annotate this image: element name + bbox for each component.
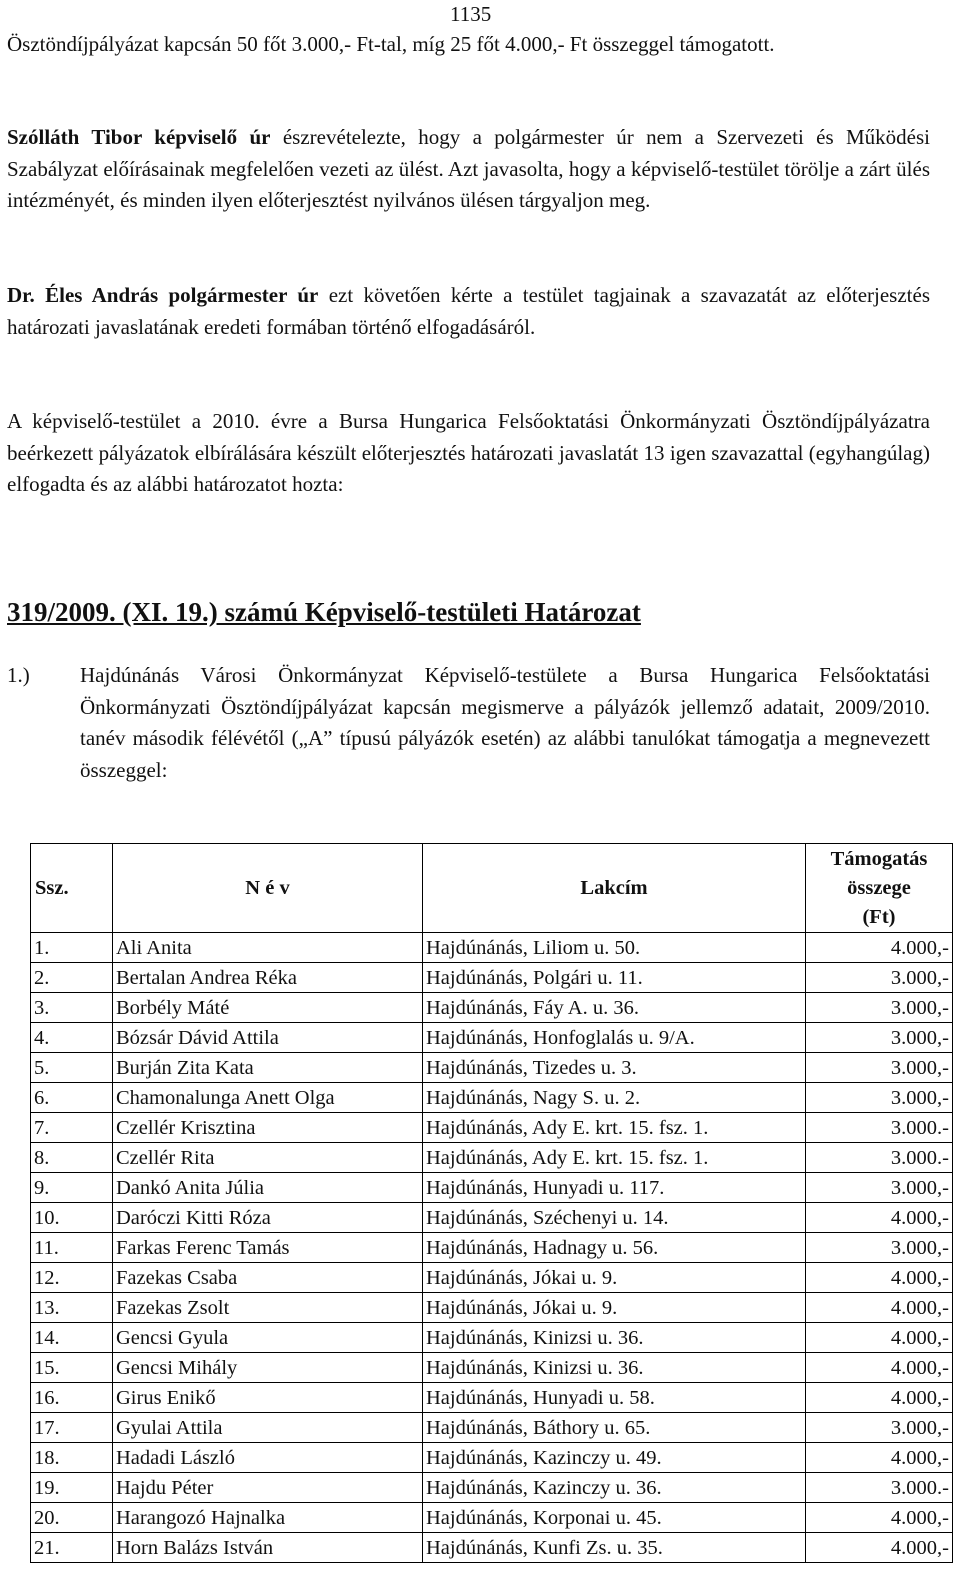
cell-ssz: 9. — [31, 1173, 113, 1203]
table-row — [31, 1413, 953, 1443]
cell-name: Farkas Ferenc Tamás — [113, 1233, 423, 1263]
cell-address: Hajdúnánás, Hunyadi u. 58. — [423, 1383, 806, 1413]
table-row — [31, 1443, 953, 1473]
cell-amount: 3.000,- — [806, 993, 953, 1023]
cell-amount: 4.000,- — [806, 1443, 953, 1473]
cell-address: Hajdúnánás, Kinizsi u. 36. — [423, 1323, 806, 1353]
header-amount-line: Támogatás — [830, 847, 928, 870]
cell-name: Harangozó Hajnalka — [113, 1503, 423, 1533]
cell-ssz: 17. — [31, 1413, 113, 1443]
cell-ssz: 12. — [31, 1263, 113, 1293]
cell-ssz: 10. — [31, 1203, 113, 1233]
paragraph-intro: Ösztöndíjpályázat kapcsán 50 főt 3.000,- Ft-tal, míg 25 főt 4.000,- Ft összeggel támogatott. — [7, 32, 775, 56]
cell-amount: 4.000,- — [806, 1503, 953, 1533]
cell-address: Hajdúnánás, Korponai u. 45. — [423, 1503, 806, 1533]
cell-address: Hajdúnánás, Polgári u. 11. — [423, 963, 806, 993]
table-row — [31, 1353, 953, 1383]
header-amount-line: (Ft) — [862, 905, 896, 928]
cell-amount: 3.000,- — [806, 1023, 953, 1053]
table-row — [31, 1383, 953, 1413]
paragraph-text: ezt követően kérte a testület tagjainak a szavazatát az előterjesztés határozati javaslatának eredeti formában történő elfogadásáról. — [7, 283, 931, 339]
cell-amount: 3.000.- — [806, 1143, 953, 1173]
cell-name: Fazekas Zsolt — [113, 1293, 423, 1323]
table-row — [31, 1083, 953, 1113]
cell-address: Hajdúnánás, Hadnagy u. 56. — [423, 1233, 806, 1263]
header-address: Lakcím — [423, 844, 806, 933]
cell-address: Hajdúnánás, Fáy A. u. 36. — [423, 993, 806, 1023]
table-row — [31, 1323, 953, 1353]
item-text: Hajdúnánás Városi Önkormányzat Képviselő-testülete a Bursa Hungarica Felsőoktatási Önkormányzati Ösztöndíjpályázat kapcsán megismerve a pályázók jellemző adatait, 2009/2010. tanév második félévétől („A” típusú pályázók esetén) az alábbi tanulókat támogatja a megnevezett összeggel: — [80, 663, 930, 782]
cell-ssz: 2. — [31, 963, 113, 993]
cell-name: Girus Enikő — [113, 1383, 423, 1413]
cell-name: Chamonalunga Anett Olga — [113, 1083, 423, 1113]
cell-ssz: 3. — [31, 993, 113, 1023]
table-row — [31, 1473, 953, 1503]
header-ssz: Ssz. — [31, 844, 113, 933]
cell-name: Gyulai Attila — [113, 1413, 423, 1443]
cell-amount: 3.000,- — [806, 1413, 953, 1443]
cell-ssz: 11. — [31, 1233, 113, 1263]
table-row — [31, 1053, 953, 1083]
cell-ssz: 16. — [31, 1383, 113, 1413]
cell-name: Ali Anita — [113, 933, 423, 963]
cell-name: Hadadi László — [113, 1443, 423, 1473]
resolution-item-1 — [7, 660, 930, 786]
cell-address: Hajdúnánás, Hunyadi u. 117. — [423, 1173, 806, 1203]
cell-amount: 4.000,- — [806, 933, 953, 963]
cell-name: Daróczi Kitti Róza — [113, 1203, 423, 1233]
cell-ssz: 4. — [31, 1023, 113, 1053]
table-row — [31, 1503, 953, 1533]
cell-amount: 3.000.- — [806, 1113, 953, 1143]
table-row — [31, 963, 953, 993]
cell-address: Hajdúnánás, Jókai u. 9. — [423, 1293, 806, 1323]
cell-address: Hajdúnánás, Tizedes u. 3. — [423, 1053, 806, 1083]
cell-amount: 4.000,- — [806, 1293, 953, 1323]
cell-ssz: 19. — [31, 1473, 113, 1503]
cell-name: Hajdu Péter — [113, 1473, 423, 1503]
cell-amount: 4.000,- — [806, 1203, 953, 1233]
cell-ssz: 6. — [31, 1083, 113, 1113]
table-row — [31, 993, 953, 1023]
cell-ssz: 15. — [31, 1353, 113, 1383]
cell-amount: 4.000,- — [806, 1353, 953, 1383]
cell-address: Hajdúnánás, Jókai u. 9. — [423, 1263, 806, 1293]
table-row — [31, 1173, 953, 1203]
table-row — [31, 1203, 953, 1233]
cell-amount: 4.000,- — [806, 1533, 953, 1563]
table-row — [31, 1113, 953, 1143]
cell-ssz: 13. — [31, 1293, 113, 1323]
cell-ssz: 8. — [31, 1143, 113, 1173]
header-amount-line: összege — [847, 876, 911, 899]
cell-name: Gencsi Gyula — [113, 1323, 423, 1353]
cell-amount: 4.000,- — [806, 1323, 953, 1353]
cell-ssz: 7. — [31, 1113, 113, 1143]
table-row — [31, 1293, 953, 1323]
cell-amount: 3.000,- — [806, 1233, 953, 1263]
item-number: 1.) — [7, 663, 30, 687]
cell-name: Borbély Máté — [113, 993, 423, 1023]
header-amount — [806, 844, 953, 933]
paragraph-mayor — [7, 280, 930, 343]
cell-address: Hajdúnánás, Kinizsi u. 36. — [423, 1353, 806, 1383]
cell-address: Hajdúnánás, Kunfi Zs. u. 35. — [423, 1533, 806, 1563]
cell-address: Hajdúnánás, Honfoglalás u. 9/A. — [423, 1023, 806, 1053]
cell-name: Czellér Rita — [113, 1143, 423, 1173]
cell-name: Czellér Krisztina — [113, 1113, 423, 1143]
page-number: 1135 — [450, 2, 492, 26]
table-row — [31, 1263, 953, 1293]
cell-name: Dankó Anita Júlia — [113, 1173, 423, 1203]
table-row — [31, 1533, 953, 1563]
table-row — [31, 1233, 953, 1263]
cell-ssz: 20. — [31, 1503, 113, 1533]
cell-name: Burján Zita Kata — [113, 1053, 423, 1083]
cell-address: Hajdúnánás, Liliom u. 50. — [423, 933, 806, 963]
header-name: N é v — [113, 844, 423, 933]
cell-amount: 3.000,- — [806, 1173, 953, 1203]
cell-ssz: 14. — [31, 1323, 113, 1353]
paragraph-vote: A képviselő-testület a 2010. évre a Bursa Hungarica Felsőoktatási Önkormányzati Ösztöndíjpályázatra beérkezett pályázatok elbírálására készült előterjesztés határozati javaslatát 13 igen szavazattal (egyhangúlag) elfogadta és az alábbi határozatot hozta: — [7, 409, 930, 496]
cell-address: Hajdúnánás, Ady E. krt. 15. fsz. 1. — [423, 1113, 806, 1143]
cell-amount: 4.000,- — [806, 1263, 953, 1293]
speaker-name: Szólláth Tibor képviselő úr — [7, 125, 271, 149]
cell-name: Bertalan Andrea Réka — [113, 963, 423, 993]
table-row — [31, 933, 953, 963]
cell-amount: 3.000,- — [806, 963, 953, 993]
table-row — [31, 1143, 953, 1173]
table-row — [31, 1023, 953, 1053]
cell-name: Gencsi Mihály — [113, 1353, 423, 1383]
paragraph-text: észrevételezte, hogy a polgármester úr nem a Szervezeti és Működési Szabályzat előírásainak megfelelően vezeti az ülést. Azt javasolta, hogy a képviselő-testület törölje a zárt ülés intézményét, és minden ilyen előterjesztést nyilvános ülésen tárgyaljon meg. — [7, 125, 931, 212]
cell-ssz: 5. — [31, 1053, 113, 1083]
cell-amount: 3.000,- — [806, 1053, 953, 1083]
cell-address: Hajdúnánás, Széchenyi u. 14. — [423, 1203, 806, 1233]
cell-amount: 3.000.- — [806, 1473, 953, 1503]
scholarship-table — [30, 843, 953, 1563]
cell-name: Horn Balázs István — [113, 1533, 423, 1563]
cell-amount: 3.000,- — [806, 1083, 953, 1113]
cell-name: Bózsár Dávid Attila — [113, 1023, 423, 1053]
cell-ssz: 1. — [31, 933, 113, 963]
table-header-row — [31, 844, 953, 933]
resolution-heading: 319/2009. (XI. 19.) számú Képviselő-testületi Határozat — [7, 597, 641, 627]
speaker-name: Dr. Éles András polgármester úr — [7, 283, 319, 307]
paragraph-szollath — [7, 122, 930, 217]
cell-address: Hajdúnánás, Nagy S. u. 2. — [423, 1083, 806, 1113]
cell-ssz: 18. — [31, 1443, 113, 1473]
cell-address: Hajdúnánás, Báthory u. 65. — [423, 1413, 806, 1443]
cell-ssz: 21. — [31, 1533, 113, 1563]
cell-name: Fazekas Csaba — [113, 1263, 423, 1293]
cell-address: Hajdúnánás, Ady E. krt. 15. fsz. 1. — [423, 1143, 806, 1173]
cell-amount: 4.000,- — [806, 1383, 953, 1413]
cell-address: Hajdúnánás, Kazinczy u. 49. — [423, 1443, 806, 1473]
cell-address: Hajdúnánás, Kazinczy u. 36. — [423, 1473, 806, 1503]
